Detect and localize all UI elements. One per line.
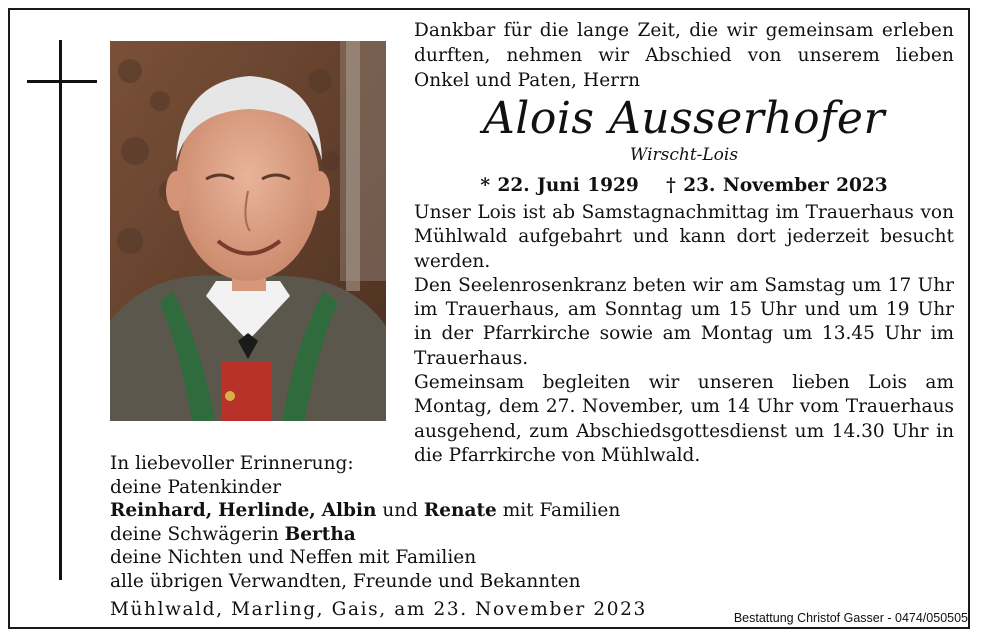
- death-date: † 23. November 2023: [666, 175, 888, 196]
- cross-icon: [59, 40, 62, 580]
- funeral-details: [414, 201, 954, 468]
- godchildren-label: deine Patenkinder: [110, 476, 282, 498]
- rosary-paragraph: Den Seelenrosenkranz beten wir am Samstag um 17 Uhr im Trauerhaus, am Sonntag um 15 Uhr und um 19 Uhr in der Pfarrkirche sowie am Montag um 13.45 Uhr im Trauerhaus.: [414, 274, 954, 369]
- deceased-nickname: Wirscht-Lois: [629, 145, 739, 165]
- nieces-nephews-line: deine Nichten und Neffen mit Familien: [110, 547, 477, 568]
- birth-date: * 22. Juni 1929: [480, 175, 639, 196]
- funeral-service-paragraph: Gemeinsam begleiten wir unseren lieben Lois am Montag, dem 27. November, um 14 Uhr vom Trauerhaus ausgehend, zum Abschiedsgottesdienst um 14.30 Uhr in die Pfarrkirche von Mühlwald.: [414, 372, 954, 466]
- cross-icon-bar: [27, 80, 97, 83]
- life-dates: [414, 174, 954, 198]
- sister-in-law-line: deine Schwägerin Bertha: [110, 523, 356, 545]
- relatives-line: alle übrigen Verwandten, Freunde und Bekannten: [110, 570, 581, 592]
- godchildren-names: Reinhard, Herlinde, Albin und Renate mit Familien: [110, 500, 621, 521]
- memory-heading: In liebevoller Erinnerung:: [110, 453, 354, 474]
- place-date: Mühlwald, Marling, Gais, am 23. November 2023: [110, 599, 647, 620]
- portrait-photo: [110, 41, 386, 421]
- laying-out-paragraph: Unser Lois ist ab Samstagnachmittag im Trauerhaus von Mühlwald aufgebahrt und kann dort jederzeit besucht werden.: [414, 202, 954, 272]
- intro-text: Dankbar für die lange Zeit, die wir gemeinsam erleben durften, nehmen wir Abschied von unserem lieben Onkel und Paten, Herrn: [414, 20, 954, 91]
- mourners-list: [110, 452, 690, 593]
- deceased-name: Alois Ausserhofer: [482, 93, 885, 144]
- undertaker-info: Bestattung Christof Gasser - 0474/050505: [733, 611, 968, 625]
